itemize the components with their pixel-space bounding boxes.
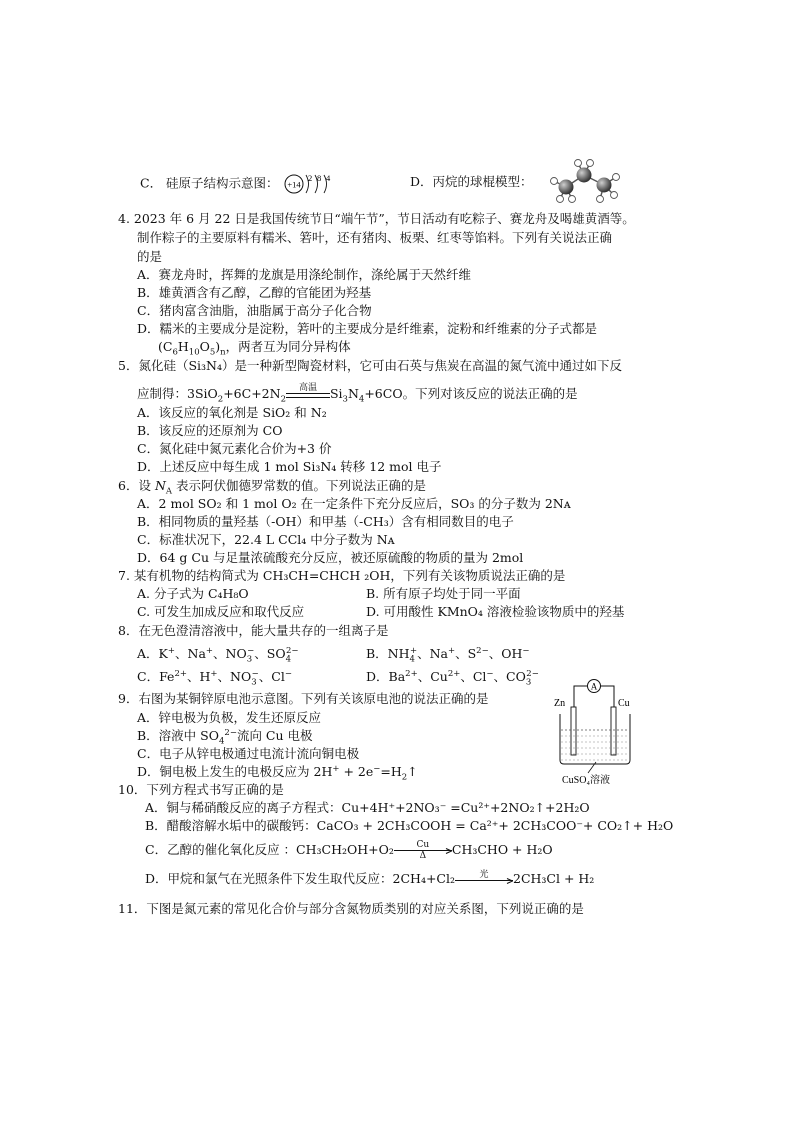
q6-option-a: A．2 mol SO₂ 和 1 mol O₂ 在一定条件下充分反应后，SO₃ 的分子数为 2Nᴀ — [137, 496, 571, 511]
q10-stem: 10．下列方程式书写正确的是 — [118, 782, 284, 797]
q10-option-d-tail: 2CH₃Cl + H₂ — [513, 871, 595, 886]
q8-option-c: C．$Fe^{2+}$、H+、$NO_3^-$、Cl− — [137, 668, 292, 688]
q8-option-d: D．$Ba^{2+}$、$Cu^{2+}$、Cl−、$CO_3^{2-}$ — [366, 668, 539, 688]
q11-stem: 11．下图是氮元素的常见化合价与部分含氮物质类别的对应关系图，下列说正确的是 — [118, 901, 584, 916]
q7-option-a: A. 分子式为 C₄H₈O — [137, 586, 249, 601]
q5-option-d: D．上述反应中每生成 1 mol Si₃N₄ 转移 12 mol 电子 — [137, 459, 442, 474]
svg-text:2: 2 — [307, 173, 312, 183]
q4-stem-line2: 制作粽子的主要原料有糯米、箬叶，还有猪肉、板栗、红枣等馅料。下列有关说法正确 — [137, 230, 613, 245]
silicon-atom-diagram — [283, 173, 343, 195]
q8-stem: 8．在无色澄清溶液中，能大量共存的一组离子是 — [118, 623, 389, 638]
q5-stem-line2-head: 应制得： — [137, 386, 188, 401]
zinc-label: Zn — [554, 698, 566, 709]
q7-option-b: B. 所有原子均处于同一平面 — [366, 586, 521, 601]
q5-option-b: B．该反应的还原剂为 CO — [137, 423, 283, 438]
q4-option-d-line2-text: ，两者互为同分异构体 — [225, 339, 351, 354]
light-label: 光 — [479, 870, 489, 880]
heat-label: Δ — [419, 851, 427, 861]
q9-stem: 9．右图为某铜锌原电池示意图。下列有关该原电池的说法正确的是 — [118, 691, 489, 706]
q4-stem-line1: 4. 2023 年 6 月 22 日是我国传统节日“端午节”，节日活动有吃粽子、赛龙舟及喝雄黄酒等。 — [118, 211, 635, 226]
high-temp-equals-sign — [286, 383, 330, 398]
q10-option-d-head: D．甲烷和氯气在光照条件下发生取代反应：2CH₄+Cl₂ — [145, 871, 455, 886]
q5-option-c: C．氮化硅中氮元素化合价为+3 价 — [137, 441, 332, 456]
ammeter-label: A — [590, 681, 598, 692]
q4-option-c: C．猪肉富含油脂，油脂属于高分子化合物 — [137, 303, 372, 318]
q9-option-c: C．电子从锌电极通过电流计流向铜电极 — [137, 746, 360, 761]
catalyst-label: Cu — [416, 840, 430, 850]
galvanic-cell-diagram — [552, 676, 642, 786]
q5-stem-line2-tail: 。下列对该反应的说法正确的是 — [402, 386, 578, 401]
q8-option-b: B．$NH_4^+$、Na+、$S^{2-}$、OH− — [366, 645, 530, 665]
q10-option-c-head: C．乙醇的催化氧化反应 ：CH₃CH₂OH+O₂ — [145, 842, 394, 857]
condition-label: 高温 — [298, 383, 317, 393]
q3-option-c — [140, 173, 343, 195]
q10-option-c — [145, 840, 553, 861]
q9-option-b: B．溶液中 $SO_4^{2-}$流向 Cu 电极 — [137, 727, 313, 747]
q5-option-a: A．该反应的氧化剂是 SiO₂ 和 N₂ — [137, 405, 327, 420]
q3-option-d — [410, 173, 533, 191]
light-arrow — [455, 870, 513, 881]
q5-stem-line2: 应制得：$3SiO_2+6C+2N_2$ 高温 $Si_3N_4+6CO$。下列对该反应的说法正确的是 — [137, 383, 578, 405]
q6-option-b: B．相同物质的量羟基（-OH）和甲基（-CH₃）含有相同数目的电子 — [137, 514, 514, 529]
nucleus-label: +14 — [286, 179, 301, 190]
q9-option-d: D．铜电极上发生的电极反应为 $2H^+ + 2e^-=H_2↑$ — [137, 763, 418, 783]
q4-stem-line3: 的是 — [137, 249, 163, 264]
q5-stem-line1: 5．氮化硅（Si₃N₄）是一种新型陶瓷材料，它可由石英与焦炭在高温的氮气流中通过如下反 — [118, 358, 622, 373]
q10-option-a: A．铜与稀硝酸反应的离子方程式：Cu+4H⁺+2NO₃⁻ =Cu²⁺+2NO₂↑+2H₂O — [145, 800, 590, 815]
q6-option-d: D．64 g Cu 与足量浓硫酸充分反应，被还原硫酸的物质的量为 2mol — [137, 550, 524, 565]
q6-stem: 6．设 $N_A$ 表示阿伏伽德罗常数的值。下列说法正确的是 — [118, 478, 426, 497]
q7-option-c: C. 可发生加成反应和取代反应 — [137, 604, 305, 619]
propane-ball-stick-model — [540, 155, 630, 208]
q10-option-d — [145, 870, 594, 888]
q7-option-d: D. 可用酸性 KMnO₄ 溶液检验该物质中的羟基 — [366, 604, 625, 619]
copper-label: Cu — [618, 698, 630, 709]
q4-option-a: A．赛龙舟时，挥舞的龙旗是用涤纶制作，涤纶属于天然纤维 — [137, 267, 472, 282]
q3-option-d-text: D．丙烷的球棍模型： — [410, 174, 533, 189]
q6-option-c: C．标准状况下，22.4 L CCl₄ 中分子数为 Nᴀ — [137, 532, 395, 547]
q3-option-c-text: C． 硅原子结构示意图： — [140, 175, 279, 191]
q8-option-a: A．K+、Na+、$NO_3^-$、$SO_4^{2-}$ — [137, 645, 299, 665]
svg-text:8: 8 — [316, 173, 321, 183]
solution-label: CuSO₄溶液 — [562, 775, 610, 786]
q7-stem: 7. 某有机物的结构简式为 CH₃CH=CHCH ₂OH，下列有关该物质说法正确的是 — [118, 568, 566, 583]
q10-option-c-tail: CH₃CHO + H₂O — [451, 842, 553, 857]
q10-option-b: B．醋酸溶解水垢中的碳酸钙：CaCO₃ + 2CH₃COOH = Ca²⁺+ 2CH₃COO⁻+ CO₂↑+ H₂O — [145, 818, 674, 833]
q4-option-d-line1: D．糯米的主要成分是淀粉，箬叶的主要成分是纤维素，淀粉和纤维素的分子式都是 — [137, 321, 598, 336]
q4-option-b: B．雄黄酒含有乙醇，乙醇的官能团为羟基 — [137, 285, 372, 300]
svg-text:4: 4 — [325, 173, 330, 183]
q9-option-a: A．锌电极为负极，发生还原反应 — [137, 710, 322, 725]
q4-option-d-line2: $(C_6H_{10}O_5)_n$，两者互为同分异构体 — [158, 339, 351, 358]
catalyst-arrow — [394, 840, 452, 861]
